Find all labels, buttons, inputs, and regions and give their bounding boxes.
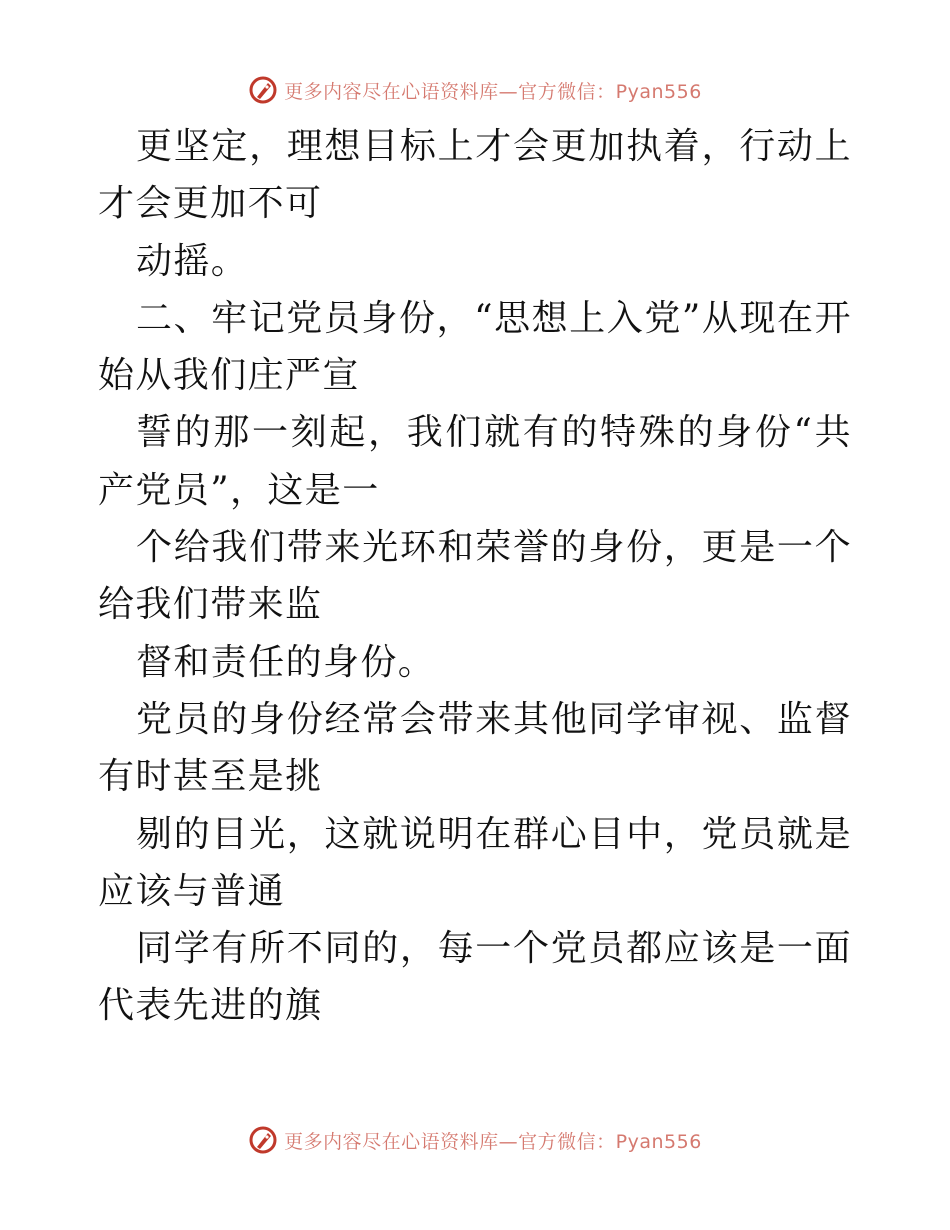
- paragraph: 剔的目光，这就说明在群心目中，党员就是应该与普通: [98, 813, 852, 912]
- paragraph: 个给我们带来光环和荣誉的身份，更是一个给我们带来监: [98, 527, 852, 626]
- pen-nib-circle-icon: [248, 1125, 278, 1155]
- pen-nib-circle-icon: [248, 75, 278, 105]
- paragraph: 督和责任的身份。: [136, 641, 436, 683]
- document-body: [98, 118, 852, 1035]
- paragraph: 二、牢记党员身份，“思想上入党”从现在开始从我们庄严宣: [98, 297, 852, 397]
- paragraph: 同学有所不同的，每一个党员都应该是一面代表先进的旗: [98, 928, 852, 1027]
- watermark-text: 更多内容尽在心语资料库—官方微信：Pyan556: [284, 80, 702, 103]
- watermark-text: 更多内容尽在心语资料库—官方微信：Pyan556: [284, 1130, 702, 1153]
- paragraph: 党员的身份经常会带来其他同学审视、监督有时甚至是挑: [98, 698, 852, 798]
- footer-watermark: [0, 1122, 950, 1158]
- paragraph: 更坚定，理想目标上才会更加执着，行动上才会更加不可: [98, 126, 852, 225]
- paragraph: 誓的那一刻起，我们就有的特殊的身份“共产党员”，这是一: [98, 412, 852, 511]
- header-watermark: [0, 72, 950, 108]
- paragraph: 动摇。: [136, 240, 249, 282]
